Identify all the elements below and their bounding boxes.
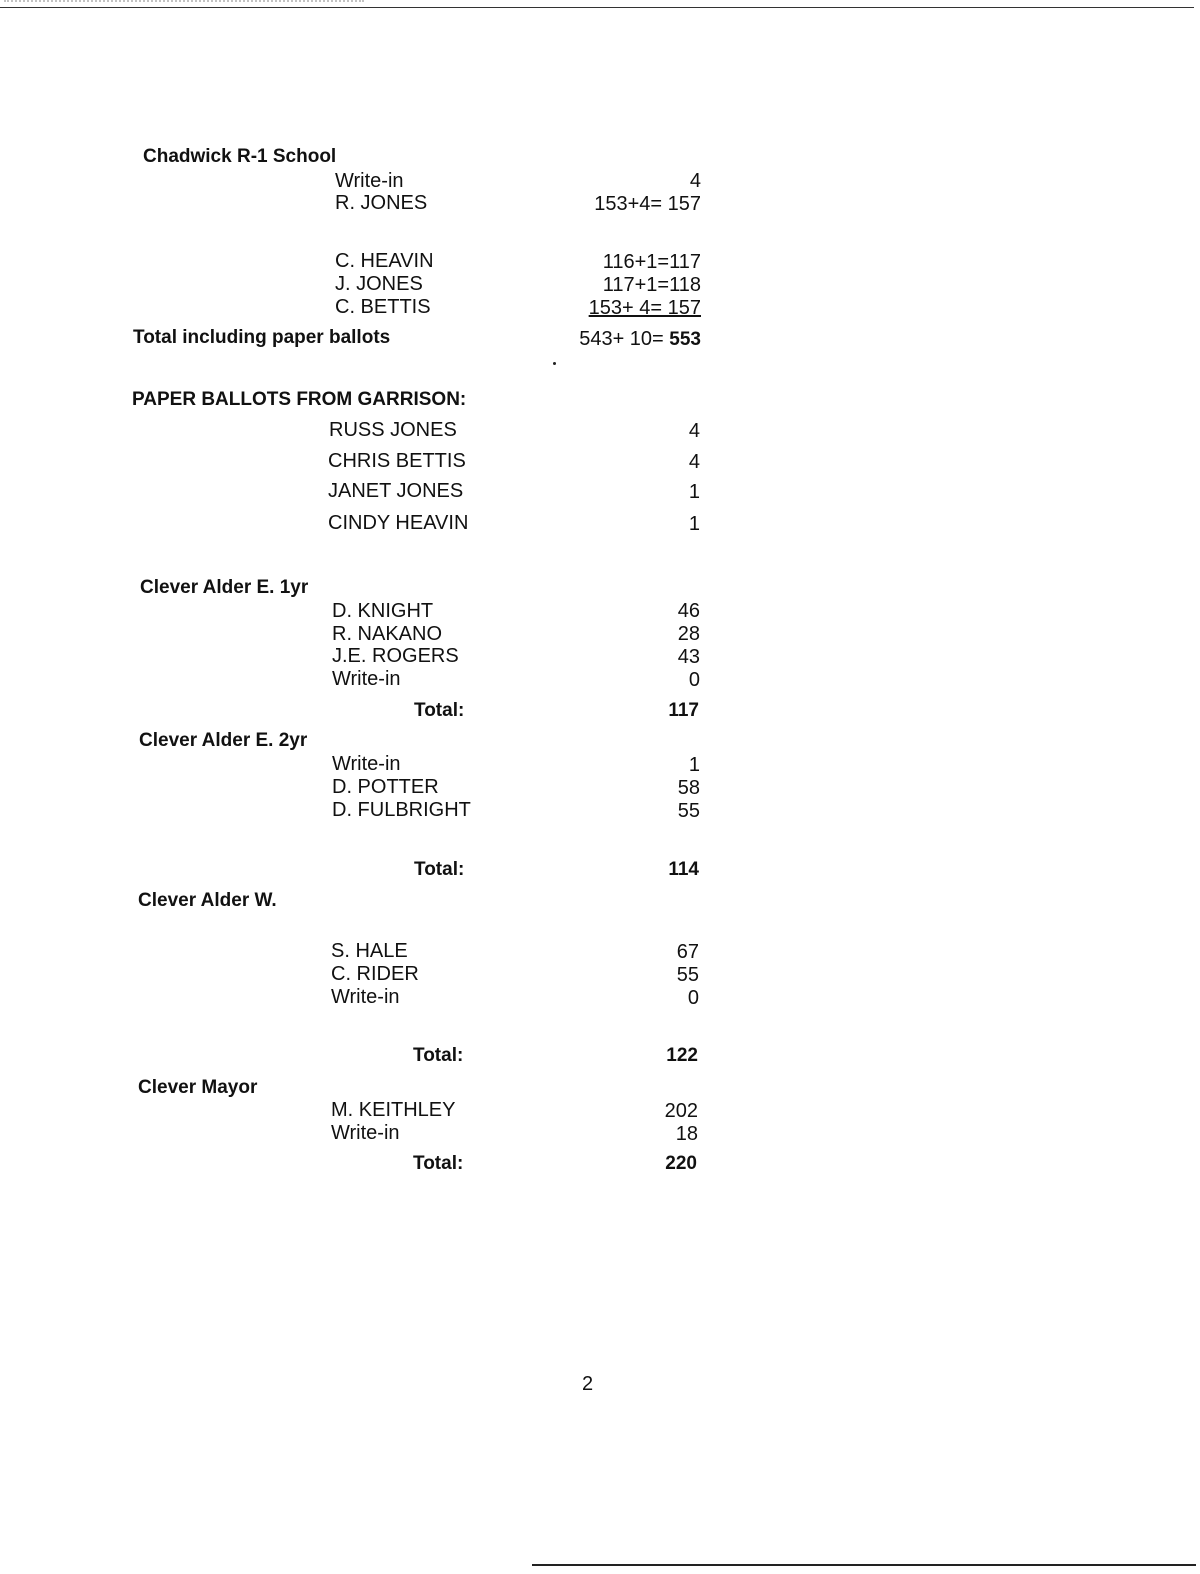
candidate-name: Write-in [332, 753, 401, 775]
candidate-name: R. JONES [335, 192, 428, 214]
vote-count: 0 [688, 669, 700, 691]
vote-count: 4 [688, 420, 700, 442]
candidate-name: R. NAKANO [332, 623, 443, 645]
total-label: Total: [414, 700, 465, 721]
candidate-name: Write-in [331, 986, 400, 1008]
candidate-name: S. HALE [331, 940, 408, 962]
section-heading-alder-w: Clever Alder W. [138, 890, 277, 911]
section-heading-chadwick: Chadwick R-1 School [143, 146, 337, 167]
vote-count: 46 [677, 600, 700, 622]
candidate-name: Write-in [331, 1122, 400, 1144]
scan-edge-top [0, 7, 1194, 8]
candidate-name: D. POTTER [332, 776, 439, 798]
total-expression: 543+ 10= [579, 328, 664, 350]
candidate-name: Write-in [332, 668, 401, 690]
section-heading-alder-e-1yr: Clever Alder E. 1yr [140, 577, 309, 598]
total-count [401, 328, 701, 351]
vote-count: 67 [676, 941, 699, 963]
total-label: Total including paper ballots [133, 327, 391, 348]
candidate-name: J.E. ROGERS [332, 645, 459, 667]
underlined-value: 153+ 4= 157 [588, 297, 701, 319]
vote-count: 1 [688, 513, 700, 535]
candidate-name: J. JONES [335, 273, 423, 295]
vote-count: 1 [688, 754, 700, 776]
page-number: 2 [582, 1373, 594, 1395]
vote-count: 43 [677, 646, 700, 668]
vote-count: 18 [675, 1123, 698, 1145]
vote-count: 202 [664, 1100, 698, 1122]
candidate-name: Write-in [335, 170, 404, 192]
candidate-name: M. KEITHLEY [331, 1099, 456, 1121]
total-value: 114 [668, 859, 699, 880]
candidate-name: CINDY HEAVIN [328, 512, 469, 534]
scan-artifact [4, 0, 364, 7]
total-label: Total: [413, 1153, 464, 1174]
candidate-name: RUSS JONES [329, 419, 457, 441]
scan-edge-bottom [532, 1564, 1196, 1566]
section-heading-alder-e-2yr: Clever Alder E. 2yr [139, 730, 308, 751]
candidate-name: C. BETTIS [335, 296, 431, 318]
vote-count: 0 [687, 987, 699, 1009]
vote-count: 4 [688, 451, 700, 473]
total-label: Total: [414, 859, 465, 880]
total-value: 553 [669, 329, 701, 350]
vote-count: 1 [688, 481, 700, 503]
vote-count: 55 [676, 964, 699, 986]
candidate-name: CHRIS BETTIS [328, 450, 466, 472]
section-heading-paper-ballots: PAPER BALLOTS FROM GARRISON: [132, 389, 467, 410]
total-value: 117 [668, 700, 699, 721]
section-heading-mayor: Clever Mayor [138, 1077, 258, 1098]
vote-count: 58 [677, 777, 700, 799]
candidate-name: D. KNIGHT [332, 600, 434, 622]
vote-count: 4 [689, 170, 701, 192]
vote-count: 117+1=118 [602, 274, 701, 296]
total-value: 122 [666, 1045, 698, 1066]
vote-count: 28 [677, 623, 700, 645]
vote-count: 55 [677, 800, 700, 822]
vote-count-underlined [401, 297, 701, 320]
vote-count: 153+4= 157 [594, 193, 701, 215]
total-label: Total: [413, 1045, 464, 1066]
total-value: 220 [665, 1153, 697, 1174]
stray-dot [553, 362, 556, 365]
candidate-name: JANET JONES [328, 480, 464, 502]
candidate-name: C. RIDER [331, 963, 419, 985]
vote-count: 116+1=117 [602, 251, 701, 273]
candidate-name: C. HEAVIN [335, 250, 434, 272]
candidate-name: D. FULBRIGHT [332, 799, 471, 821]
